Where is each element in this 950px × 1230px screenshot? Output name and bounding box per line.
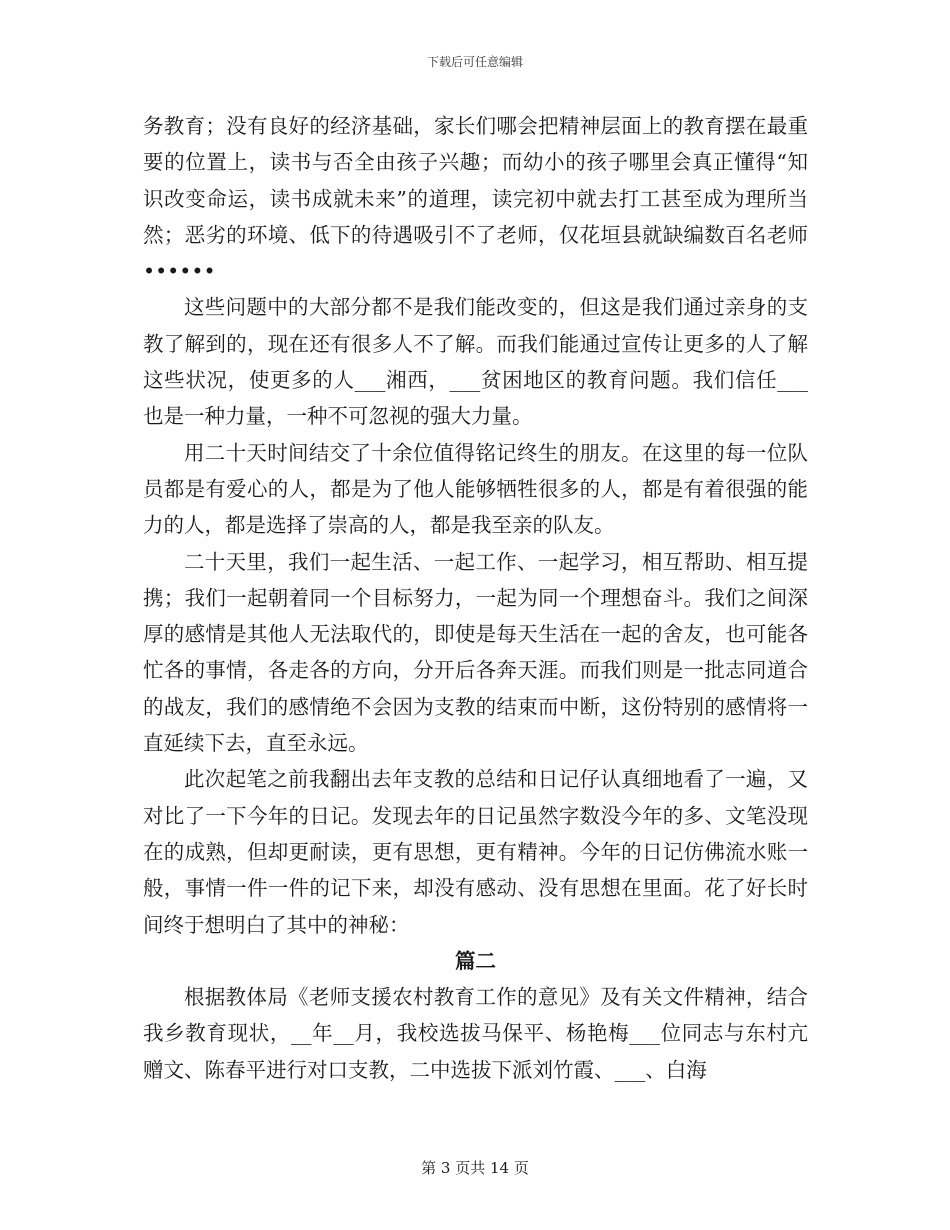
paragraph: 用二十天时间结交了十余位值得铭记终生的朋友。在这里的每一位队员都是有爱心的人，都是为了他人能够牺牲很多的人，都是有着很强的能力的人，都是选择了崇高的人，都是我至亲的队友。 [143, 440, 808, 538]
paragraph-continuation: 务教育；没有良好的经济基础，家长们哪会把精神层面上的教育摆在最重要的位置上，读书与否全由孩子兴趣；而幼小的孩子哪里会真正懂得“知识改变命运，读书成就未来”的道理，读完初中就去打工甚至成为理所当然；恶劣的环境、低下的待遇吸引不了老师，仅花垣县就缺编数百名老师•••••• [143, 114, 808, 284]
page-header [0, 54, 950, 70]
page-footer [0, 1158, 950, 1178]
paragraph: 这些问题中的大部分都不是我们能改变的，但这是我们通过亲身的支教了解到的，现在还有很多人不了解。而我们能通过宣传让更多的人了解这些状况，使更多的人___湘西，___贫困地区的教育问题。我们信任___也是一种力量，一种不可忽视的强大力量。 [143, 295, 808, 429]
paragraph: 二十天里，我们一起生活、一起工作、一起学习，相互帮助、相互提携；我们一起朝着同一个目标努力，一起为同一个理想奋斗。我们之间深厚的感情是其他人无法取代的，即使是每天生活在一起的舍友，也可能各忙各的事情，各走各的方向，分开后各奔天涯。而我们则是一批志同道合的战友，我们的感情绝不会因为支教的结束而中断，这份特别的感情将一直延续下去，直至永远。 [143, 549, 808, 756]
section-title: 篇二 [455, 948, 496, 973]
page-number: 第 3 页共 14 页 [421, 1159, 529, 1177]
header-note: 下载后可任意编辑 [426, 55, 523, 69]
paragraph: 根据教体局《老师支援农村教育工作的意见》及有关文件精神，结合我乡教育现状，__年__月，我校选拔马保平、杨艳梅___位同志与东村亢赠文、陈春平进行对口支教，二中选拔下派刘竹霞、___、白海 [143, 985, 808, 1082]
document-body [143, 108, 808, 1088]
paragraph: 此次起笔之前我翻出去年支教的总结和日记仔认真细地看了一遍，又对比了一下今年的日记。发现去年的日记虽然字数没今年的多、文笔没现在的成熟，但却更耐读，更有思想，更有精神。今年的日记仿佛流水账一般，事情一件一件的记下来，却没有感动、没有思想在里面。花了好长时间终于想明白了其中的神秘： [143, 767, 808, 937]
